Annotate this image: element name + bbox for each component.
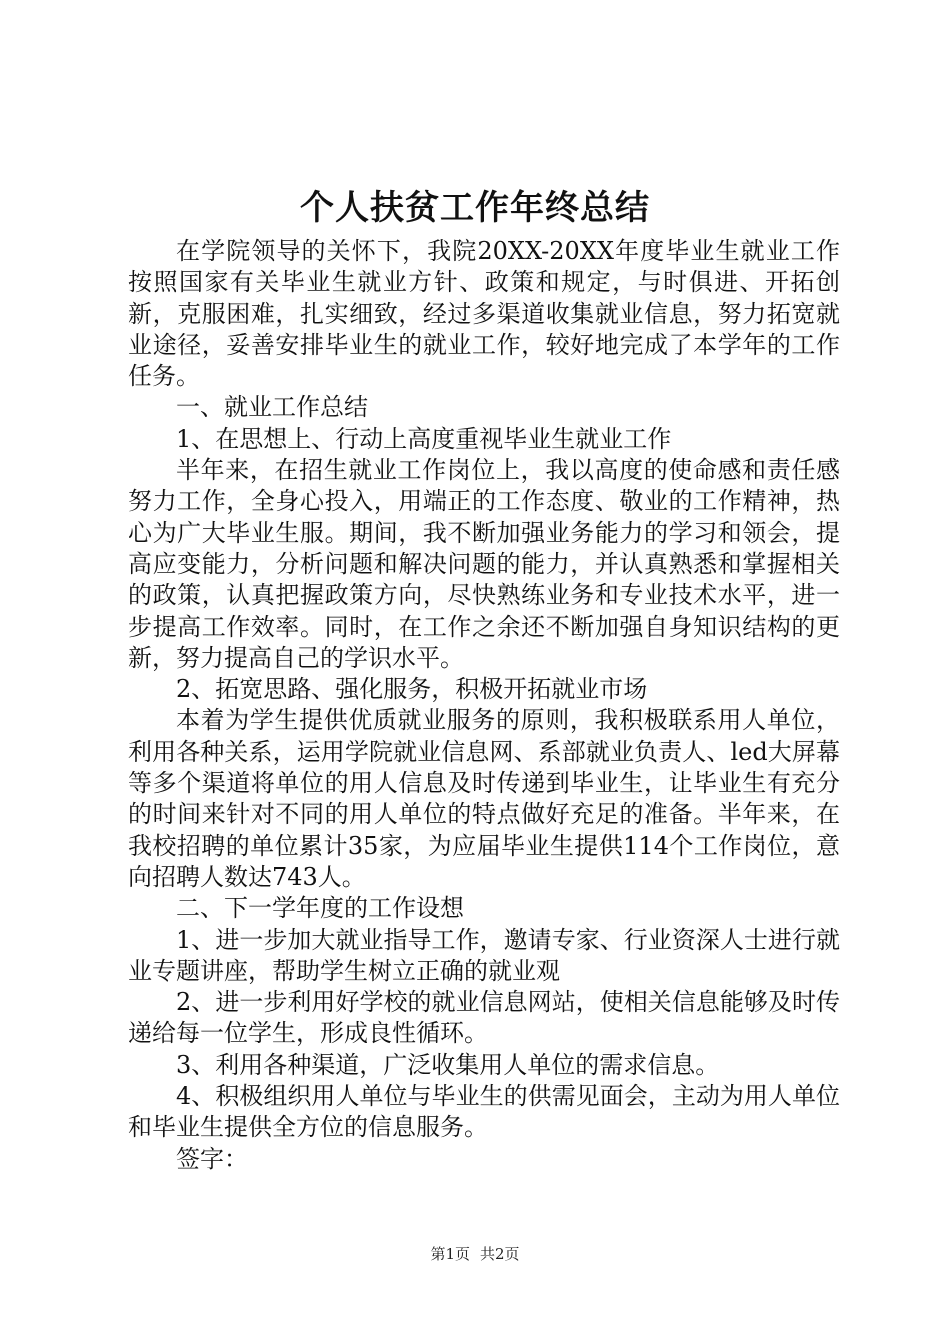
list-item: 1、进一步加大就业指导工作，邀请专家、行业资深人士进行就业专题讲座，帮助学生树立正确的就业观 [128,925,840,985]
intro-paragraph: 在学院领导的关怀下，我院20XX-20XX年度毕业生就业工作按照国家有关毕业生就业方针、政策和规定，与时俱进、开拓创新，克服困难，扎实细致，经过多渠道收集就业信息，努力拓宽就业途径，妥善安排毕业生的就业工作，较好地完成了本学年的工作任务。 [128,237,840,391]
body-paragraph: 本着为学生提供优质就业服务的原则，我积极联系用人单位，利用各种关系，运用学院就业信息网、系部就业负责人、led大屏幕等多个渠道将单位的用人信息及时传递到毕业生，让毕业生有充分的时间来针对不同的用人单位的特点做好充足的准备。半年来，在我校招聘的单位累计35家，为应届毕业生提供114个工作岗位，意向招聘人数达743人。 [128,706,840,891]
page-footer [0,1242,950,1266]
page-number: 第1页 [430,1245,470,1263]
list-item: 3、利用各种渠道，广泛收集用人单位的需求信息。 [176,1050,720,1079]
subsection-heading-1-2: 2、拓宽思路、强化服务，积极开拓就业市场 [176,675,648,704]
list-item: 2、进一步利用好学校的就业信息网站，使相关信息能够及时传递给每一位学生，形成良性循环。 [128,988,840,1048]
document-body [128,236,840,1175]
section-heading-2: 二、下一学年度的工作设想 [176,894,464,923]
subsection-heading-1-1: 1、在思想上、行动上高度重视毕业生就业工作 [176,424,672,453]
page-title: 个人扶贫工作年终总结 [300,188,650,228]
body-paragraph: 半年来，在招生就业工作岗位上，我以高度的使命感和责任感努力工作，全身心投入，用端正的工作态度、敬业的工作精神，热心为广大毕业生服。期间，我不断加强业务能力的学习和领会，提高应变能力，分析问题和解决问题的能力，并认真熟悉和掌握相关的政策，认真把握政策方向，尽快熟练业务和专业技术水平，进一步提高工作效率。同时，在工作之余还不断加强自身知识结构的更新，努力提高自己的学识水平。 [128,456,840,672]
signature-line: 签字： [176,1144,248,1173]
section-heading-1: 一、就业工作总结 [176,393,368,422]
page-total: 共2页 [480,1245,520,1263]
list-item: 4、积极组织用人单位与毕业生的供需见面会，主动为用人单位和毕业生提供全方位的信息服务。 [128,1082,840,1142]
